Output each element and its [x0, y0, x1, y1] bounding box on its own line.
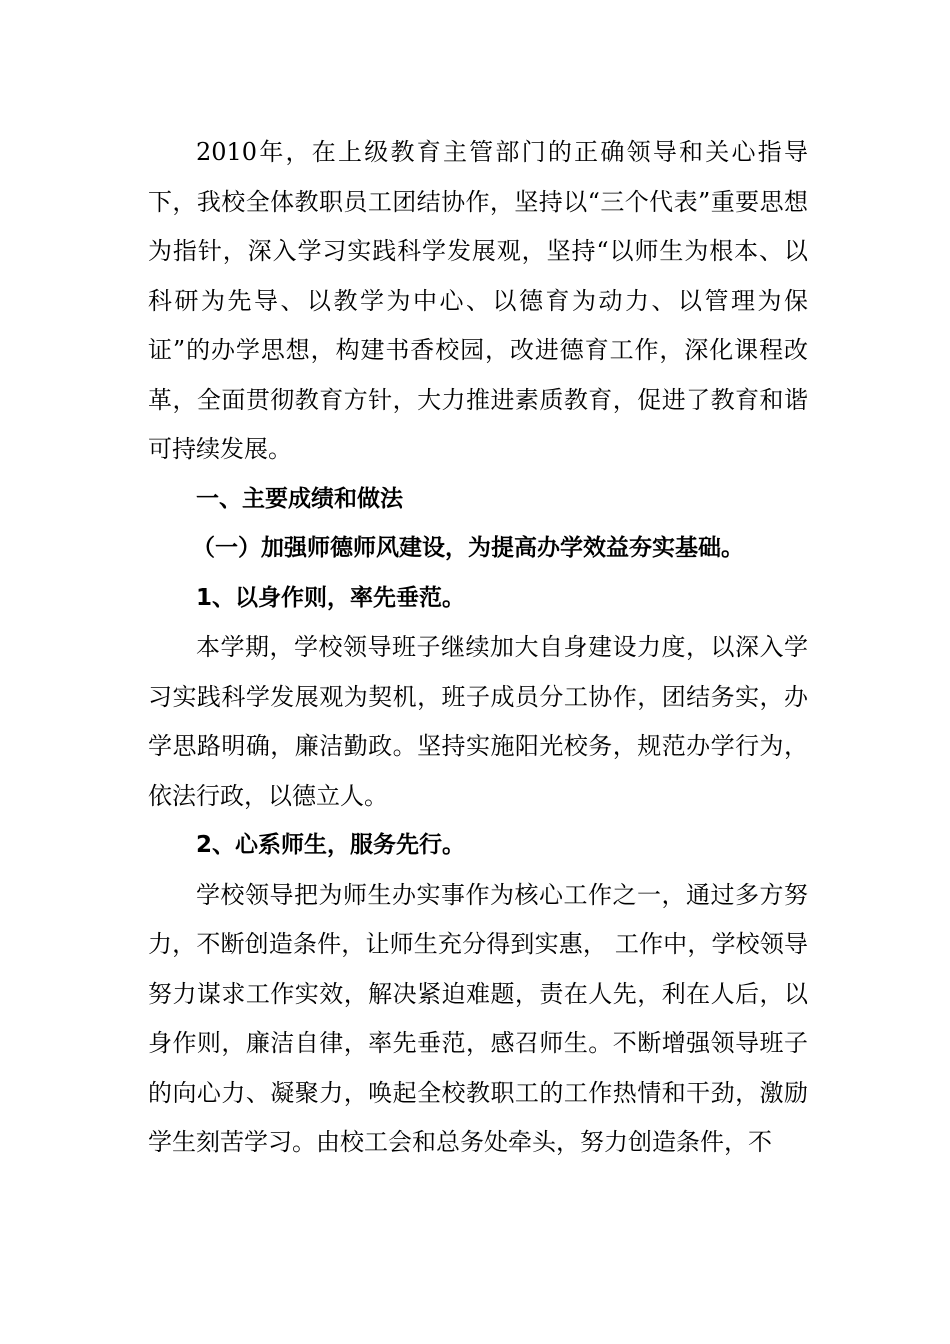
- subsection-heading-teacher-ethics: （一）加强师德师风建设，为提高办学效益夯实基础。: [192, 535, 744, 561]
- item-heading-lead-by-example: 1、以身作则，率先垂范。: [196, 584, 466, 611]
- intro-paragraph: 2010年，在上级教育主管部门的正确领导和关心指导下，我校全体教职员工团结协作，坚持以“三个代表”重要思想为指针，深入学习实践科学发展观，坚持“以师生为根本、以科研为先导、以教学为中心、以德育为动力、以管理为保证”的办学思想，构建书香校园，改进德育工作，深化课程改革，全面贯彻教育方针，大力推进素质教育，促进了教育和谐可持续发展。: [148, 138, 808, 463]
- section-heading-main-achievements: 一、主要成绩和做法: [196, 485, 403, 512]
- service-paragraph: 学校领导把为师生办实事作为核心工作之一，通过多方努力，不断创造条件，让师生充分得到实惠， 工作中，学校领导努力谋求工作实效，解决紧迫难题，责在人先，利在人后，以身作则，廉洁自律，率先垂范，感召师生。不断增强领导班子的向心力、凝聚力，唤起全校教职工的工作热情和干劲，激励学生刻苦学习。由校工会和总务处牵头，努力创造条件，不: [148, 880, 808, 1156]
- item-heading-serve-first: 2、心系师生，服务先行。: [196, 832, 466, 858]
- document-body: [148, 128, 808, 1168]
- leadership-building-paragraph: 本学期，学校领导班子继续加大自身建设力度，以深入学习实践科学发展观为契机，班子成员分工协作，团结务实，办学思路明确，廉洁勤政。坚持实施阳光校务，规范办学行为，依法行政，以德立人。: [148, 633, 808, 810]
